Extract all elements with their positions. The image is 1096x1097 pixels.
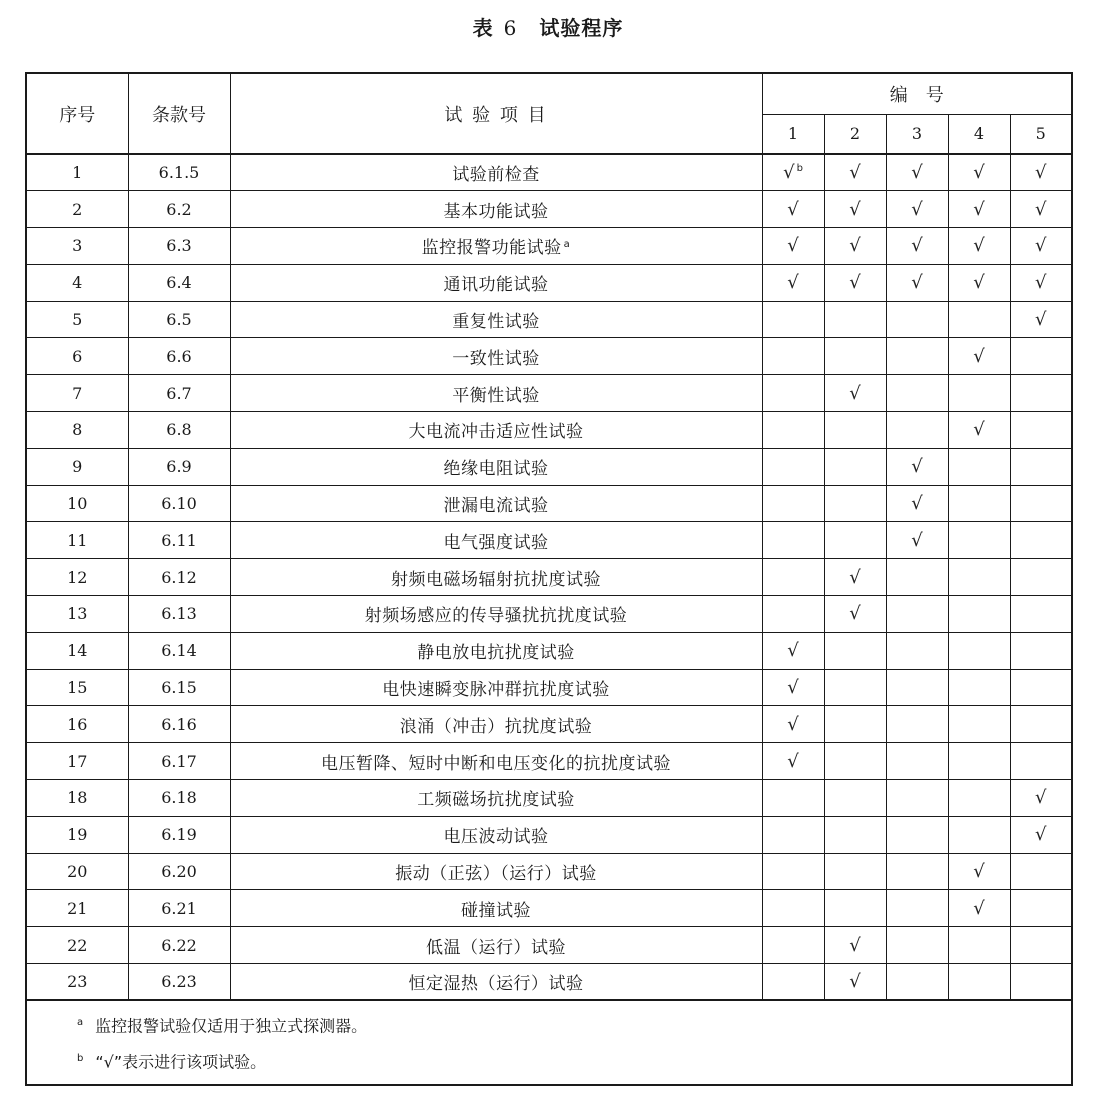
- row-clause: 6.19: [128, 816, 230, 853]
- check-cell: [824, 816, 886, 853]
- check-cell: [824, 743, 886, 780]
- row-item: [230, 375, 762, 412]
- row-item: [230, 632, 762, 669]
- table-row: [26, 448, 1072, 485]
- check-cell: [1010, 154, 1072, 191]
- row-item: [230, 448, 762, 485]
- footnote-mark: a: [77, 1017, 84, 1029]
- check-cell: [824, 264, 886, 301]
- row-clause: 6.5: [128, 301, 230, 338]
- check-cell: [886, 448, 948, 485]
- check-cell: [886, 338, 948, 375]
- check-cell: [948, 927, 1010, 964]
- row-clause: 6.14: [128, 632, 230, 669]
- row-clause: 6.4: [128, 264, 230, 301]
- table-row: [26, 264, 1072, 301]
- row-item-text: 碰撞试验: [461, 900, 531, 921]
- row-item-text: 电压波动试验: [443, 827, 549, 848]
- table-row: [26, 890, 1072, 927]
- row-item-text: 振动（正弦）（运行）试验: [395, 864, 597, 885]
- check-cell: [762, 338, 824, 375]
- row-item-text: 基本功能试验: [443, 201, 549, 222]
- row-item: [230, 191, 762, 228]
- check-cell: [824, 154, 886, 191]
- check-cell: [1010, 816, 1072, 853]
- check-cell: [762, 780, 824, 817]
- check-cell: [1010, 596, 1072, 633]
- check-cell: [762, 485, 824, 522]
- row-seq: 19: [26, 816, 128, 853]
- row-clause: 6.6: [128, 338, 230, 375]
- check-cell: [762, 412, 824, 449]
- row-seq: 13: [26, 596, 128, 633]
- row-item: [230, 706, 762, 743]
- row-seq: 14: [26, 632, 128, 669]
- checkmark-icon: √: [1035, 272, 1047, 294]
- row-item-text: 恒定湿热（运行）试验: [408, 974, 584, 995]
- check-cell: [886, 706, 948, 743]
- header-sample-2: 2: [824, 114, 886, 154]
- check-cell: [824, 669, 886, 706]
- row-seq: 10: [26, 485, 128, 522]
- checkmark-icon: √: [1035, 162, 1047, 184]
- check-cell: [1010, 964, 1072, 1001]
- check-cell: [824, 890, 886, 927]
- row-item: [230, 559, 762, 596]
- check-cell: [762, 596, 824, 633]
- checkmark-icon: √: [787, 235, 799, 257]
- check-cell: [824, 228, 886, 265]
- row-item-text: 平衡性试验: [452, 385, 540, 406]
- row-clause: 6.11: [128, 522, 230, 559]
- header-row-1: [26, 73, 1072, 114]
- footnote-a: [77, 1007, 1071, 1042]
- row-item-text: 监控报警功能试验: [421, 238, 562, 259]
- check-cell: [1010, 780, 1072, 817]
- check-cell: [762, 522, 824, 559]
- checkmark-icon: √: [911, 162, 923, 184]
- table-row: [26, 154, 1072, 191]
- check-cell: [886, 375, 948, 412]
- row-clause: 6.2: [128, 191, 230, 228]
- footnote-text: “√”表示进行该项试验。: [95, 1051, 267, 1071]
- row-item: [230, 816, 762, 853]
- check-cell: [886, 853, 948, 890]
- row-item: [230, 853, 762, 890]
- row-seq: 6: [26, 338, 128, 375]
- check-cell: [948, 264, 1010, 301]
- checkmark-icon: √: [911, 198, 923, 220]
- checkmark-icon: √: [973, 345, 985, 367]
- row-clause: 6.12: [128, 559, 230, 596]
- check-cell: [824, 780, 886, 817]
- table-row: [26, 559, 1072, 596]
- check-cell: [1010, 669, 1072, 706]
- row-clause: 6.8: [128, 412, 230, 449]
- check-cell: [886, 301, 948, 338]
- row-item: [230, 743, 762, 780]
- check-cell: [762, 816, 824, 853]
- checkmark-icon: √: [783, 162, 795, 184]
- check-cell: [824, 522, 886, 559]
- check-cell: [824, 338, 886, 375]
- check-cell: [1010, 853, 1072, 890]
- check-cell: [886, 743, 948, 780]
- table-row: [26, 632, 1072, 669]
- check-cell: [948, 853, 1010, 890]
- row-item-text: 低温（运行）试验: [426, 937, 566, 958]
- check-cell: [948, 375, 1010, 412]
- header-sample-3: 3: [886, 114, 948, 154]
- check-cell: [948, 559, 1010, 596]
- header-sample-5: 5: [1010, 114, 1072, 154]
- footnote-mark: b: [77, 1052, 84, 1064]
- test-procedure-table: [25, 72, 1073, 1086]
- checkmark-icon: √: [787, 272, 799, 294]
- caption-text: 试验程序: [539, 16, 624, 40]
- checkmark-icon: √: [787, 750, 799, 772]
- row-clause: 6.7: [128, 375, 230, 412]
- row-seq: 4: [26, 264, 128, 301]
- check-cell: [948, 228, 1010, 265]
- check-cell: [762, 264, 824, 301]
- row-clause: 6.16: [128, 706, 230, 743]
- check-cell: [886, 154, 948, 191]
- row-seq: 15: [26, 669, 128, 706]
- check-cell: [1010, 375, 1072, 412]
- row-clause: 6.15: [128, 669, 230, 706]
- table-row: [26, 228, 1072, 265]
- table-row: [26, 191, 1072, 228]
- check-cell: [824, 412, 886, 449]
- checkmark-icon: √: [849, 272, 861, 294]
- row-item-text: 电压暂降、短时中断和电压变化的抗扰度试验: [321, 753, 671, 774]
- row-seq: 9: [26, 448, 128, 485]
- check-cell: [1010, 485, 1072, 522]
- row-item-text: 浪涌（冲击）抗扰度试验: [399, 716, 593, 737]
- check-cell: [948, 632, 1010, 669]
- row-item: [230, 154, 762, 191]
- checkmark-icon: √: [973, 272, 985, 294]
- check-cell: [1010, 228, 1072, 265]
- row-item-text: 射频场感应的传导骚扰抗扰度试验: [364, 606, 628, 627]
- check-cell: [762, 853, 824, 890]
- row-item: [230, 522, 762, 559]
- check-cell: [1010, 412, 1072, 449]
- check-cell: [762, 743, 824, 780]
- table-row: [26, 964, 1072, 1001]
- checkmark-icon: √: [849, 971, 861, 993]
- checkmark-icon: √: [787, 713, 799, 735]
- check-cell: [886, 559, 948, 596]
- row-item: [230, 927, 762, 964]
- footnote-text: 监控报警试验仅适用于独立式探测器。: [95, 1016, 368, 1036]
- row-seq: 23: [26, 964, 128, 1001]
- row-clause: 6.1.5: [128, 154, 230, 191]
- row-seq: 11: [26, 522, 128, 559]
- check-cell: [1010, 191, 1072, 228]
- row-clause: 6.3: [128, 228, 230, 265]
- check-cell: [886, 964, 948, 1001]
- check-cell: [886, 596, 948, 633]
- row-clause: 6.18: [128, 780, 230, 817]
- table-row: [26, 596, 1072, 633]
- row-item-text: 工频磁场抗扰度试验: [417, 790, 575, 811]
- header-sample-group: 编 号: [762, 73, 1072, 114]
- row-item-text: 试验前检查: [452, 165, 540, 186]
- table-row: [26, 338, 1072, 375]
- check-cell: [886, 890, 948, 927]
- row-clause: 6.13: [128, 596, 230, 633]
- footnote-b: [77, 1043, 1071, 1078]
- table-row: [26, 375, 1072, 412]
- row-item-text: 一致性试验: [452, 348, 540, 369]
- check-cell: [948, 706, 1010, 743]
- check-cell: [1010, 522, 1072, 559]
- footnote-ref: a: [563, 238, 571, 250]
- check-cell: [762, 448, 824, 485]
- check-cell: [886, 669, 948, 706]
- row-item: [230, 301, 762, 338]
- footnotes: [26, 1000, 1072, 1085]
- table-caption: [0, 12, 1096, 42]
- check-cell: [824, 853, 886, 890]
- table-row: [26, 816, 1072, 853]
- row-item: [230, 485, 762, 522]
- row-seq: 1: [26, 154, 128, 191]
- checkmark-icon: √: [1035, 198, 1047, 220]
- check-cell: [948, 301, 1010, 338]
- check-cell: [948, 338, 1010, 375]
- table-row: [26, 301, 1072, 338]
- check-cell: [762, 228, 824, 265]
- table-row: [26, 522, 1072, 559]
- check-cell: [762, 191, 824, 228]
- row-item-text: 电快速瞬变脉冲群抗扰度试验: [382, 680, 610, 701]
- row-item: [230, 964, 762, 1001]
- check-cell: [762, 154, 824, 191]
- row-item: [230, 669, 762, 706]
- row-seq: 2: [26, 191, 128, 228]
- check-cell: [948, 669, 1010, 706]
- check-cell: [948, 485, 1010, 522]
- check-cell: [824, 927, 886, 964]
- row-item: [230, 264, 762, 301]
- checkmark-icon: √: [973, 861, 985, 883]
- table-row: [26, 927, 1072, 964]
- row-item: [230, 890, 762, 927]
- row-item-text: 静电放电抗扰度试验: [417, 643, 575, 664]
- row-seq: 16: [26, 706, 128, 743]
- header-sample-1: 1: [762, 114, 824, 154]
- check-cell: [886, 412, 948, 449]
- check-cell: [1010, 301, 1072, 338]
- check-cell: [762, 301, 824, 338]
- checkmark-icon: √: [849, 162, 861, 184]
- check-cell: [948, 743, 1010, 780]
- row-seq: 5: [26, 301, 128, 338]
- check-cell: [1010, 706, 1072, 743]
- check-cell: [1010, 890, 1072, 927]
- check-cell: [762, 559, 824, 596]
- row-seq: 3: [26, 228, 128, 265]
- table-row: [26, 412, 1072, 449]
- table-row: [26, 743, 1072, 780]
- check-cell: [948, 191, 1010, 228]
- row-clause: 6.10: [128, 485, 230, 522]
- table-row: [26, 669, 1072, 706]
- check-cell: [762, 669, 824, 706]
- check-cell: [1010, 264, 1072, 301]
- checkmark-icon: √: [849, 566, 861, 588]
- row-item: [230, 780, 762, 817]
- header-item: 试 验 项 目: [230, 73, 762, 154]
- check-cell: [762, 632, 824, 669]
- checkmark-icon: √: [849, 235, 861, 257]
- check-cell: [824, 191, 886, 228]
- check-cell: [886, 191, 948, 228]
- table-row: [26, 706, 1072, 743]
- row-seq: 22: [26, 927, 128, 964]
- row-item-text: 射频电磁场辐射抗扰度试验: [391, 569, 601, 590]
- checkmark-icon: √: [911, 493, 923, 515]
- check-cell: [948, 964, 1010, 1001]
- check-cell: [762, 890, 824, 927]
- check-cell: [886, 816, 948, 853]
- check-cell: [824, 559, 886, 596]
- check-cell: [1010, 632, 1072, 669]
- row-clause: 6.17: [128, 743, 230, 780]
- check-cell: [886, 485, 948, 522]
- check-cell: [1010, 743, 1072, 780]
- header-seq: 序号: [26, 73, 128, 154]
- check-cell: [762, 375, 824, 412]
- checkmark-icon: √: [849, 382, 861, 404]
- checkmark-icon: √: [973, 897, 985, 919]
- row-item-text: 大电流冲击适应性试验: [408, 422, 584, 443]
- row-item-text: 通讯功能试验: [443, 275, 549, 296]
- row-clause: 6.9: [128, 448, 230, 485]
- checkmark-icon: √: [911, 235, 923, 257]
- checkmark-icon: √: [973, 419, 985, 441]
- checkmark-icon: √: [787, 198, 799, 220]
- caption-prefix: 表: [472, 16, 494, 40]
- check-cell: [948, 780, 1010, 817]
- checkmark-icon: √: [787, 677, 799, 699]
- row-seq: 20: [26, 853, 128, 890]
- checkmark-icon: √: [973, 235, 985, 257]
- checkmark-icon: √: [911, 456, 923, 478]
- checkmark-icon: √: [1035, 824, 1047, 846]
- check-cell: [824, 485, 886, 522]
- row-item-text: 电气强度试验: [443, 532, 549, 553]
- row-item: [230, 338, 762, 375]
- row-clause: 6.21: [128, 890, 230, 927]
- checkmark-icon: √: [911, 272, 923, 294]
- table-row: [26, 853, 1072, 890]
- caption-number: 6: [503, 16, 518, 40]
- check-cell: [886, 228, 948, 265]
- check-cell: [1010, 559, 1072, 596]
- check-cell: [886, 780, 948, 817]
- check-cell: [886, 264, 948, 301]
- checkmark-icon: √: [973, 162, 985, 184]
- checkmark-icon: √: [973, 198, 985, 220]
- row-seq: 7: [26, 375, 128, 412]
- row-clause: 6.23: [128, 964, 230, 1001]
- checkmark-icon: √: [787, 640, 799, 662]
- row-clause: 6.22: [128, 927, 230, 964]
- check-cell: [948, 596, 1010, 633]
- check-cell: [824, 375, 886, 412]
- check-cell: [948, 154, 1010, 191]
- table-row: [26, 780, 1072, 817]
- row-seq: 18: [26, 780, 128, 817]
- check-cell: [824, 964, 886, 1001]
- table-row: [26, 485, 1072, 522]
- check-cell: [948, 448, 1010, 485]
- row-seq: 12: [26, 559, 128, 596]
- row-item: [230, 228, 762, 265]
- check-cell: [886, 927, 948, 964]
- row-item-text: 绝缘电阻试验: [443, 459, 549, 480]
- row-item: [230, 412, 762, 449]
- check-cell: [886, 522, 948, 559]
- check-cell: [1010, 927, 1072, 964]
- checkmark-icon: √: [1035, 235, 1047, 257]
- footnotes-row: [26, 1000, 1072, 1085]
- row-item-text: 泄漏电流试验: [443, 496, 549, 517]
- row-clause: 6.20: [128, 853, 230, 890]
- row-seq: 17: [26, 743, 128, 780]
- check-cell: [824, 706, 886, 743]
- header-clause: 条款号: [128, 73, 230, 154]
- check-cell: [824, 448, 886, 485]
- check-cell: [824, 596, 886, 633]
- check-cell: [948, 522, 1010, 559]
- row-seq: 21: [26, 890, 128, 927]
- check-cell: [762, 706, 824, 743]
- header-sample-4: 4: [948, 114, 1010, 154]
- table-body: [26, 154, 1072, 1000]
- checkmark-icon: √: [911, 529, 923, 551]
- row-item-text: 重复性试验: [452, 312, 540, 333]
- check-cell: [948, 890, 1010, 927]
- check-cell: [948, 816, 1010, 853]
- check-cell: [824, 632, 886, 669]
- row-seq: 8: [26, 412, 128, 449]
- checkmark-icon: √: [1035, 787, 1047, 809]
- checkmark-icon: √: [849, 603, 861, 625]
- checkmark-icon: √: [849, 934, 861, 956]
- row-item: [230, 596, 762, 633]
- check-cell: [762, 927, 824, 964]
- check-cell: [1010, 448, 1072, 485]
- check-cell: [824, 301, 886, 338]
- checkmark-icon: √: [1035, 309, 1047, 331]
- check-cell: [886, 632, 948, 669]
- check-cell: [762, 964, 824, 1001]
- checkmark-icon: √: [849, 198, 861, 220]
- check-cell: [1010, 338, 1072, 375]
- footnote-ref: b: [796, 163, 803, 175]
- check-cell: [948, 412, 1010, 449]
